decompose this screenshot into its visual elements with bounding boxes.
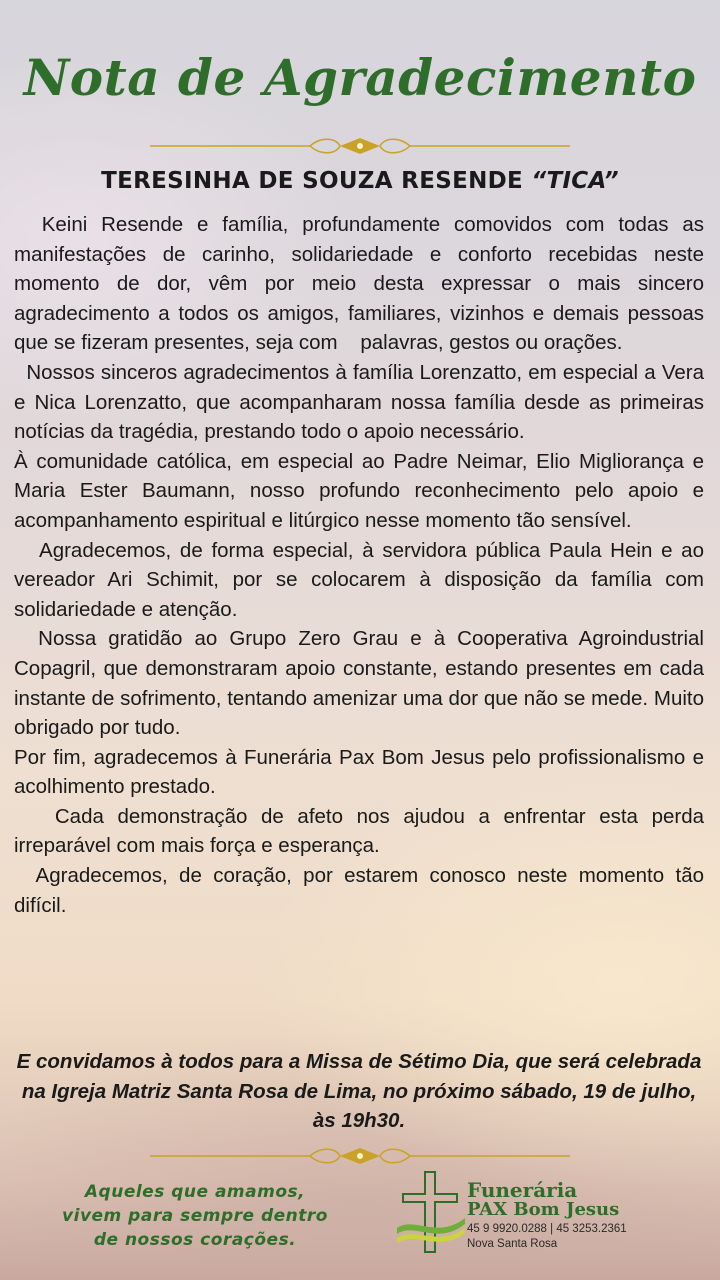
funeral-home-brand — [467, 1180, 717, 1252]
page-title: Nota de Agradecimento — [23, 48, 697, 107]
footer-quote — [40, 1180, 350, 1252]
deceased-name — [0, 168, 720, 194]
quote-line: Aqueles que amamos, — [84, 1182, 306, 1202]
ornament-divider-bottom — [150, 1145, 570, 1167]
paragraph: Nossos sinceros agradecimentos à família Lorenzatto, em especial a Vera e Nica Lorenzatto, que acompanharam nossa família desde as primeiras notícias da tragédia, prestando todo o apoio necessário. — [14, 360, 704, 444]
name-main: TERESINHA DE SOUZA RESENDE — [101, 168, 532, 194]
brand-name-line2: PAX Bom Jesus — [467, 1199, 620, 1220]
message-body — [14, 210, 704, 920]
paragraph: Keini Resende e família, profundamente comovidos com todas as manifestações de carinho, solidariedade e conforto recebidas neste momento de dor, vêm por meio desta expressar o mais sincero agradecimento a todos os amigos, familiares, vizinhos e demais pessoas que se fizeram presentes, seja com palavras, gestos ou orações. — [14, 213, 704, 355]
quote-line: vivem para sempre dentro — [62, 1206, 328, 1226]
paragraph: Cada demonstração de afeto nos ajudou a enfrentar esta perda irreparável com mais força e esperança. — [14, 804, 704, 858]
paragraph: Nossa gratidão ao Grupo Zero Grau e à Cooperativa Agroindustrial Copagril, que demonstraram apoio constante, estando presentes em cada instante de sofrimento, tentando amenizar uma dor que não se mede. Muito obrigado por tudo. — [14, 627, 704, 740]
paragraph: À comunidade católica, em especial ao Padre Neimar, Elio Migliorança e Maria Ester Baumann, nosso profundo reconhecimento pelo apoio e acompanhamento espiritual e litúrgico nesse momento tão sensível. — [14, 449, 704, 532]
name-nickname: “TICA” — [531, 168, 619, 194]
quote-line: de nossos corações. — [93, 1230, 297, 1250]
brand-name-line1: Funerária — [467, 1178, 578, 1202]
brand-phones: 45 9 9920.0288 | 45 3253.2361 — [467, 1223, 627, 1235]
brand-city: Nova Santa Rosa — [467, 1238, 558, 1250]
paragraph: Agradecemos, de coração, por estarem conosco neste momento tão difícil. — [14, 864, 704, 917]
mass-invitation: E convidamos à todos para a Missa de Sétimo Dia, que será celebrada na Igreja Matriz Santa Rosa de Lima, no próximo sábado, 19 de julho, às 19h30. — [16, 1050, 702, 1133]
ornament-divider-top — [150, 135, 570, 157]
cross-with-wave-icon — [395, 1168, 467, 1256]
paragraph: Por fim, agradecemos à Funerária Pax Bom Jesus pelo profissionalismo e acolhimento prestado. — [14, 745, 704, 799]
paragraph: Agradecemos, de forma especial, à servidora pública Paula Hein e ao vereador Ari Schimit, por se colocarem à disposição da família com solidariedade e atenção. — [14, 538, 704, 621]
